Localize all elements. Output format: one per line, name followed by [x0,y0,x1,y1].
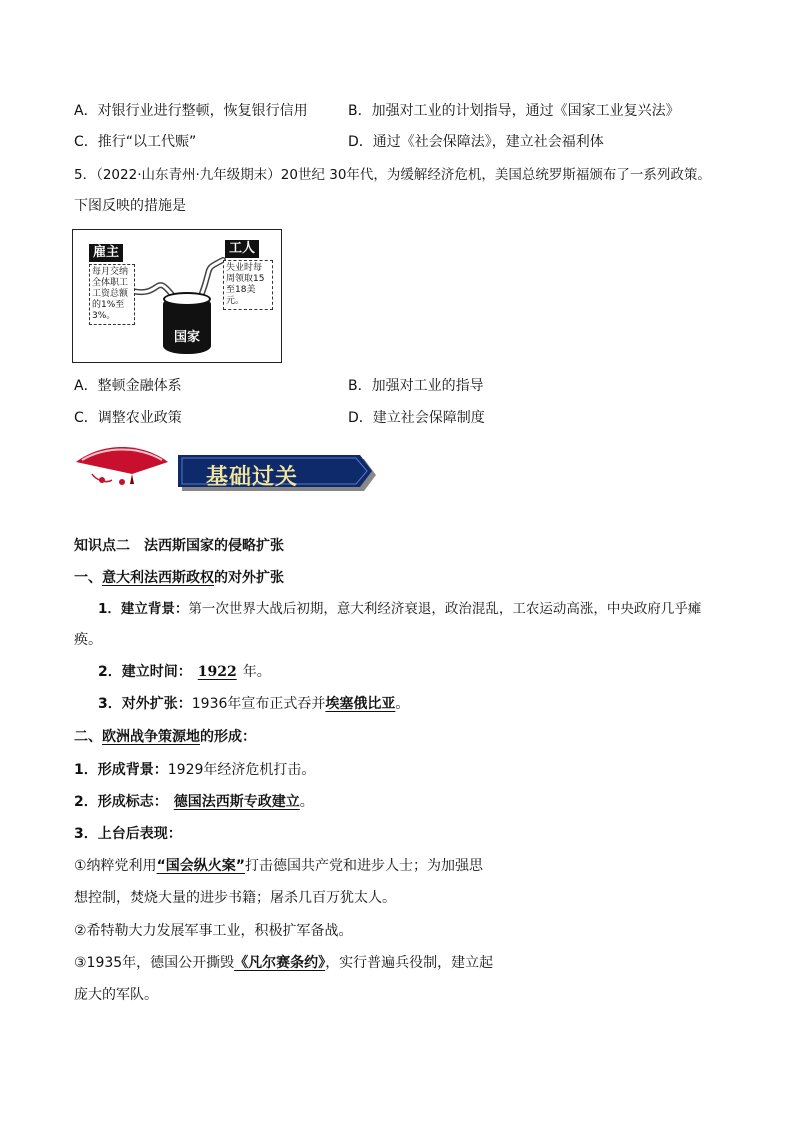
point-1-pre: ①纳粹党利用 [74,858,157,874]
point-3 [74,953,493,973]
worker-tag: 工人 [225,240,259,258]
point-3-post: ，实行普遍兵役制，建立起 [325,955,494,971]
point-3-pre: ③1935年，德国公开撕毁 [74,955,235,971]
folding-fan-icon [72,440,172,490]
q4-option-d: D．通过《社会保障法》，建立社会福利体 [348,134,604,150]
item-2 [98,662,271,682]
banner-title: 基础过关 [206,464,299,490]
item-1-text: 第一次世界大战后初期，意大利经济衰退，政治混乱，工农运动高涨，中央政府几乎瘫 [188,601,702,617]
item-1-continued: 痪。 [74,632,102,648]
kp2-title: 知识点二 法西斯国家的侵略扩张 [74,538,284,554]
barrel-top [163,292,211,306]
q4-option-b: B．加强对工业的计划指导，通过《国家工业复兴法》 [348,103,680,119]
section-1-keyword: 意大利法西斯政权 [102,570,214,586]
section-2-item-2-end: 。 [299,794,314,810]
item-3-end: 。 [395,696,410,712]
item-1 [98,599,701,619]
item-3-country: 埃塞俄比亚 [325,696,396,712]
section-2-heading [74,727,256,747]
item-3-label: 3．对外扩张： [98,696,192,712]
worker-note: 失业时每周领取15至18美元。 [223,260,273,310]
point-1 [74,856,483,876]
section-2-item-3-label: 3．上台后表现： [74,826,182,842]
section-2-item-1-text: 1929年经济危机打击。 [167,762,316,778]
section-2-item-2-underlined: 德国法西斯专政建立 [173,794,300,810]
item-2-year: 1922 [197,664,237,680]
item-2-suffix: 年。 [242,664,271,680]
employer-note: 每月交纳全体职工工资总额的1%至3%。 [89,264,135,325]
q4-option-c: C．推行“以工代赈” [74,134,197,150]
section-2-suffix: 的形成： [200,729,256,745]
section-1-prefix: 一、 [74,570,102,586]
q5-option-a: A．整顿金融体系 [74,378,182,394]
item-1-label: 1．建立背景： [98,601,189,617]
state-label: 国家 [173,330,200,345]
item-3 [98,694,409,714]
point-3-continued: 庞大的军队。 [74,987,158,1003]
section-1-heading [74,568,284,588]
q5-stem-line1: 5．（2022·山东青州·九年级期末）20世纪 30年代，为缓解经济危机，美国总统罗斯福颁布了一系列政策。 [74,167,711,183]
section-2-prefix: 二、 [74,729,102,745]
item-3-text: 1936年宣布正式吞并 [191,696,326,712]
employer-tag: 雇主 [89,244,123,262]
q4-option-a: A．对银行业进行整顿，恢复银行信用 [74,103,308,119]
q5-option-d: D．建立社会保障制度 [348,410,485,426]
item-2-label: 2．建立时间： [98,664,192,680]
q5-stem-line2: 下图反映的措施是 [74,198,186,214]
q5-option-b: B．加强对工业的指导 [348,378,484,394]
section-2-keyword: 欧洲战争策源地 [102,729,200,745]
point-1-continued: 想控制，焚烧大量的进步书籍；屠杀几百万犹太人。 [74,890,396,906]
point-1-post: 打击德国共产党和进步人士；为加强思 [244,858,483,874]
section-1-suffix: 的对外扩张 [214,570,284,586]
point-2: ②希特勒大力发展军事工业，积极扩军备战。 [74,923,353,939]
section-2-item-1-label: 1．形成背景： [74,762,168,778]
section-2-item-1 [74,760,315,780]
section-2-item-2-label: 2．形成标志： [74,794,168,810]
section-2-item-2 [74,792,314,812]
q5-option-c: C．调整农业政策 [74,410,182,426]
point-1-underlined: “国会纵火案” [156,858,245,874]
q5-cartoon [72,229,282,363]
point-3-underlined: 《凡尔赛条约》 [234,955,326,971]
